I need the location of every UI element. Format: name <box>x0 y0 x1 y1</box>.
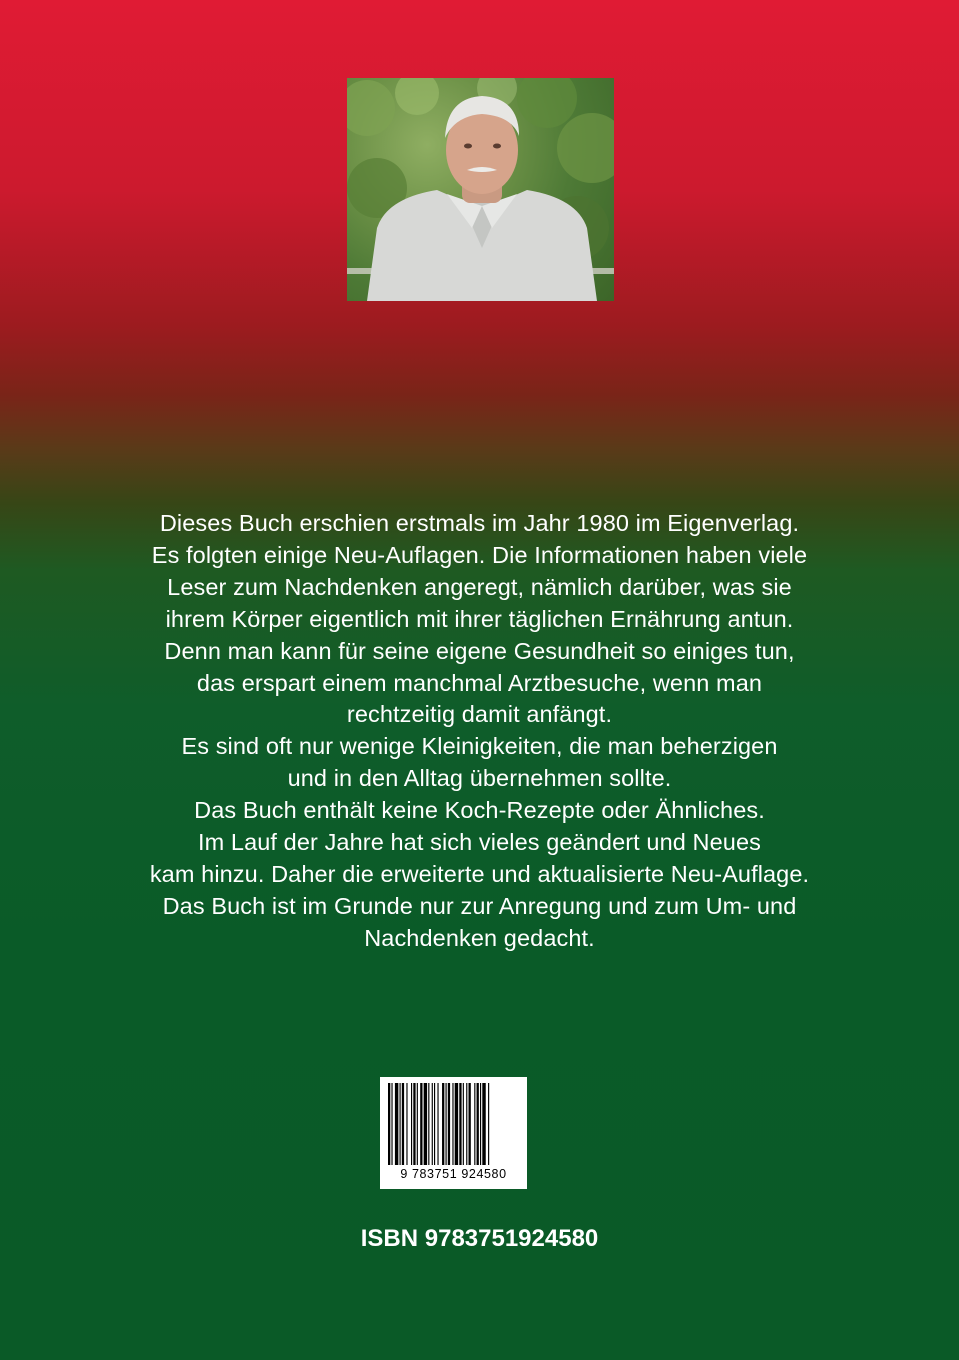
barcode-bar <box>413 1083 415 1165</box>
blurb-line: rechtzeitig damit anfängt. <box>346 701 613 728</box>
barcode-bar <box>482 1083 485 1165</box>
blurb-line: Leser zum Nachdenken angeregt, nämlich darüber, was sie <box>167 573 792 600</box>
isbn-number: ISBN 9783751924580 <box>360 1225 599 1252</box>
barcode-bar <box>432 1083 433 1165</box>
barcode-bar <box>448 1083 450 1165</box>
barcode-bar <box>417 1083 418 1165</box>
author-photo <box>347 78 614 301</box>
barcode-bar <box>428 1083 429 1165</box>
blurb-line: Im Lauf der Jahre hat sich vieles geändert und Neues <box>197 829 761 856</box>
barcode-bar <box>391 1083 392 1165</box>
blurb-line: Dieses Buch erschien erstmals im Jahr 1980 im Eigenverlag. <box>159 510 800 536</box>
barcode-bar <box>455 1083 458 1165</box>
barcode-bar <box>420 1083 422 1165</box>
barcode-bar <box>477 1083 479 1165</box>
blurb-line: Nachdenken gedacht. <box>364 924 595 951</box>
barcode-bar <box>459 1083 461 1165</box>
barcode-bar <box>466 1083 467 1165</box>
barcode-bar <box>402 1083 404 1165</box>
blurb-line: das erspart einem manchmal Arztbesuche, wenn man <box>196 669 763 696</box>
barcode-bar <box>480 1083 481 1165</box>
barcode-bar <box>452 1083 453 1165</box>
barcode-bar <box>442 1083 444 1165</box>
isbn-barcode <box>380 1077 527 1189</box>
blurb-line: Es sind oft nur wenige Kleinigkeiten, die man beherzigen <box>181 733 778 760</box>
barcode-bar <box>395 1083 398 1165</box>
barcode-bar <box>469 1083 471 1165</box>
blurb-line: Das Buch ist im Grunde nur zur Anregung und zum Um- und <box>162 892 797 919</box>
blurb-line: und in den Alltag übernehmen sollte. <box>287 765 672 792</box>
barcode-bar <box>424 1083 427 1165</box>
barcode-bar <box>400 1083 401 1165</box>
barcode-bar <box>463 1083 464 1165</box>
barcode-bars <box>386 1083 521 1165</box>
barcode-bar <box>437 1083 438 1165</box>
barcode-bar <box>411 1083 412 1165</box>
blurb-line: ihrem Körper eigentlich mit ihrer täglichen Ernährung antun. <box>165 605 794 632</box>
back-cover-blurb <box>40 508 919 955</box>
blurb-line: Das Buch enthält keine Koch-Rezepte oder Ähnliches. <box>194 797 765 824</box>
blurb-line: Es folgten einige Neu-Auflagen. Die Informationen haben viele <box>151 541 808 568</box>
barcode-bar <box>434 1083 435 1165</box>
author-portrait-image <box>347 78 614 301</box>
barcode-digits: 9 783751 924580 <box>400 1167 507 1181</box>
barcode-bar <box>406 1083 407 1165</box>
barcode-bar <box>446 1083 447 1165</box>
blurb-line: Denn man kann für seine eigene Gesundheit so einiges tun, <box>164 637 795 664</box>
barcode-bar <box>488 1083 489 1165</box>
blurb-line: kam hinzu. Daher die erweiterte und aktualisierte Neu-Auflage. <box>149 860 810 887</box>
barcode-bar <box>388 1083 390 1165</box>
barcode-bar <box>474 1083 475 1165</box>
